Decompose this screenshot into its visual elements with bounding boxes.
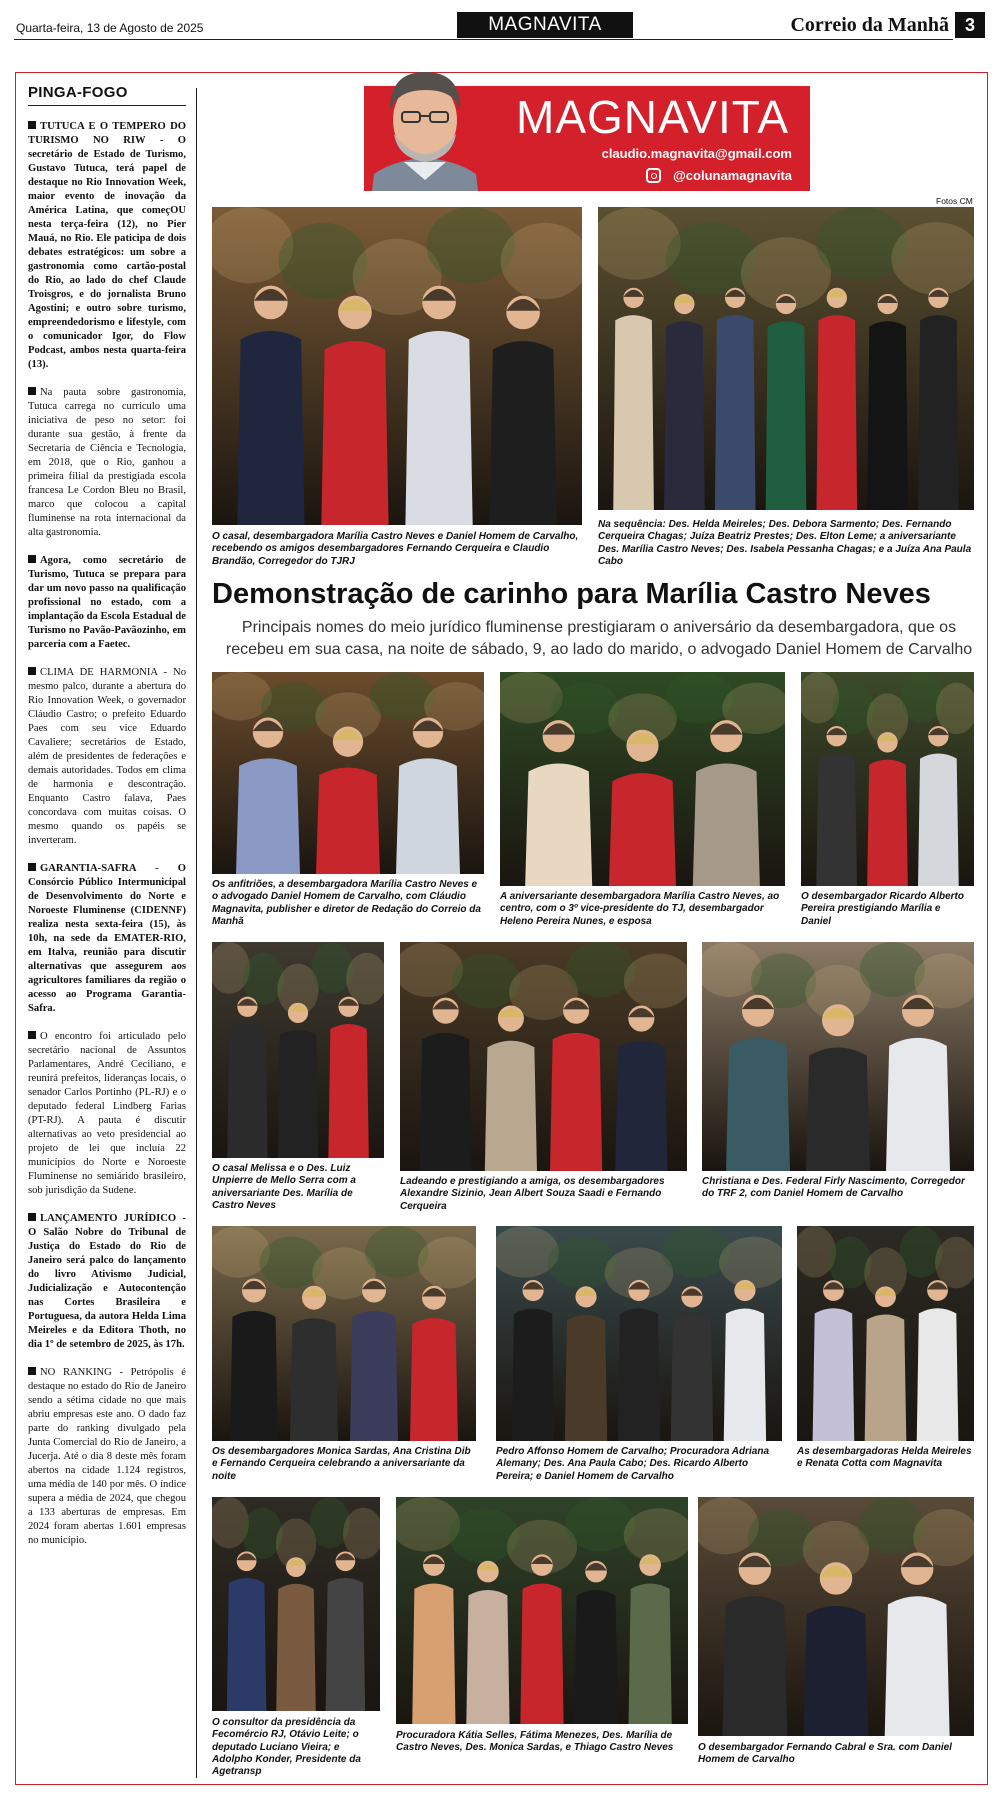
photo-caption: A aniversariante desembargadora Marília Castro Neves, ao centro, com o 3º vice-presidente do TJ, desembargador Heleno Pereira Nunes, e esposa [500,891,780,927]
page-number: 3 [955,12,985,38]
photo-caption: Pedro Affonso Homem de Carvalho; Procuradora Adriana Alemany; Des. Ana Paula Cabo; Des. Ricardo Alberto Pereira; e Daniel Homem de Carvalho [496,1446,770,1482]
section-tag: MAGNAVITA [457,12,633,38]
issue-date: Quarta-feira, 13 de Agosto de 2025 [16,21,204,35]
pinga-fogo-sidebar [28,84,186,1779]
photo-caption: O consultor da presidência da Fecomércio RJ, Otávio Leite; o deputado Luciano Vieira; e Adolpho Konder, Presidente da Agetransp [212,1717,361,1778]
event-photo [496,1226,782,1441]
bullet-square-icon [28,121,36,129]
bullet-square-icon [28,667,36,675]
sidebar-note: NO RANKING - Petrópolis é destaque no estado do Rio de Janeiro sendo a sétima cidade no que mais abriu empresas este ano. O dado faz parte do ranking divulgado pela Junta Comercial do Rio de Janeiro, a Jucerja. Até o dia 8 deste mês foram abertos na cidade 1.124 registros, uma média de 140 por mês. O índice supera a média de 2024, que chegou a 133 aberturas de empresas. Em 2024 foram abertas 1.601 empresas no município. [28,1367,186,1546]
photo-caption: O desembargador Ricardo Alberto Pereira prestigiando Marília e Daniel [801,891,964,927]
bullet-square-icon [28,1367,36,1375]
sidebar-note: Agora, como secretário de Turismo, Tutuca se prepara para dar um novo passo na qualificação profissional no estado, com a implantação da Escola Estadual de Turismo no Pavão-Pavãozinho, em parceria com a Faetec. [28,555,186,650]
event-photo [212,942,384,1158]
bullet-square-icon [28,863,36,871]
column-email: claudio.magnavita@gmail.com [601,146,792,161]
photo-caption: As desembargadoras Helda Meireles e Renata Cotta com Magnavita [797,1446,972,1470]
bullet-square-icon [28,1031,36,1039]
sidebar-note: O encontro foi articulado pelo secretário nacional de Assuntos Parlamentares, André Ceciliano, e reunirá prefeitos, lideranças locais, o senador Carlos Portinho (PL-RJ) e o deputado federal Lindberg Farias (PT-RJ). A pauta é discutir alternativas ao veto presidencial ao projeto de lei que incluía 22 municípios do Norte e Noroeste Fluminense no semiárido brasileiro, sob jurisdição da Sudene. [28,1031,186,1196]
photo-credit: Fotos CM [936,196,973,206]
columnist-portrait [364,62,486,191]
event-photo [212,1226,476,1441]
event-photo [702,942,974,1171]
main-headline: Demonstração de carinho para Marília Castro Neves [212,578,931,610]
sidebar-title: PINGA-FOGO [28,84,186,106]
bullet-square-icon [28,555,36,563]
photo-caption: Na sequência: Des. Helda Meireles; Des. Debora Sarmento; Des. Fernando Cerqueira Chagas; Juíza Beatriz Prestes; Des. Elton Leme; a aniversariante Des. Marília Castro Neves; Des. Isabela Pessanha Chagas; e a Juíza Ana Paula Cabo [598,519,972,567]
photo-caption: O casal, desembargadora Marília Castro Neves e Daniel Homem de Carvalho, recebendo os amigos desembargadores Fernando Cerqueira e Claudio Brandão, Corregedor do TJRJ [212,531,579,567]
page-header [14,12,989,42]
bullet-square-icon [28,1213,36,1221]
event-photo [797,1226,974,1441]
column-banner [364,86,810,191]
photo-caption: Procuradora Kátia Selles, Fátima Menezes, Des. Marília de Castro Neves, Des. Monica Sardas, e Thiago Castro Neves [396,1730,674,1754]
column-name: MAGNAVITA [516,91,790,143]
sidebar-note: Na pauta sobre gastronomia, Tutuca carrega no currículo uma iniciativa de peso no setor: foi durante sua gestão, à frente da Secretaria de Ciência e Tecnologia, em 2018, que o Rio, ganhou a primeira filial da prestigiada escola francesa Le Cordon Bleu no Brasil, marco que colocou a capital fluminense na rota internacional da alta gastronomia. [28,387,186,538]
photo-caption: Christiana e Des. Federal Firly Nascimento, Corregedor do TRF 2, com Daniel Homem de Carvalho [702,1176,965,1200]
event-photo [698,1497,974,1736]
event-photo [212,1497,380,1711]
event-photo [598,207,974,510]
sidebar-note: LANÇAMENTO JURÍDICO - O Salão Nobre do Tribunal de Justiça do Estado do Rio de Janeiro será palco do lançamento do livro Ativismo Judicial, Judicialização e Autocontenção nas Cortes Brasileira e Portuguesa, da autora Helda Lima Meireles e da Editora Thoth, no dia 1º de setembro de 2025, às 17h. [28,1213,186,1350]
bullet-square-icon [28,387,36,395]
photo-caption: Os anfitriões, a desembargadora Marília Castro Neves e o advogado Daniel Homem de Carvalho, com Cláudio Magnavita, publisher e diretor de Redação do Correio da Manhã [212,879,481,927]
subheadline: Principais nomes do meio jurídico fluminense prestigiaram o aniversário da desembargadora, que os recebeu em sua casa, na noite de sábado, 9, ao lado do marido, o advogado Daniel Homem de Carvalho [225,619,973,658]
event-photo [400,942,687,1171]
event-photo [396,1497,688,1724]
photo-caption: Os desembargadores Monica Sardas, Ana Cristina Dib e Fernando Cerqueira celebrando a aniversariante da noite [212,1446,471,1482]
event-photo [801,672,974,886]
event-photo [212,207,582,525]
photo-caption: Ladeando e prestigiando a amiga, os desembargadores Alexandre Sizinio, Jean Albert Souza Saadi e Fernando Cerqueira [400,1176,665,1212]
newspaper-name: Correio da Manhã [790,14,949,36]
photo-caption: O casal Melissa e o Des. Luiz Unpierre de Mello Serra com a aniversariante Des. Marília de Castro Neves [212,1163,356,1211]
sidebar-note: GARANTIA-SAFRA - O Consórcio Público Intermunicipal de Desenvolvimento do Norte e Noroeste Fluminense (CIDENNF) realiza nesta sexta-feira (15), às 10h, na sede da EMATER-RIO, em Italva, reunião para discutir alternativas que assegurem aos agricultores familiares da região o acesso ao Programa Garantia-Safra. [28,863,186,1014]
sidebar-note: CLIMA DE HARMONIA - No mesmo palco, durante a abertura do Rio Innovation Week, o governador Cláudio Castro; o prefeito Eduardo Paes com seu vice Eduardo Cavaliere; secretários de Estado, além de presidentes de federações e demais autoridades. Todos em clima de harmonia e descontração. Enquanto Castro falava, Paes concordava com muitas coisas. O mesmo quando os papéis se inverteram. [28,667,186,846]
instagram-icon [646,168,661,183]
column-instagram: @colunamagnavita [646,168,792,183]
header-rule [14,39,953,40]
sidebar-divider [196,88,197,1778]
sidebar-note: TUTUCA E O TEMPERO DO TURISMO NO RIW - O secretário de Estado de Turismo, Gustavo Tutuca, terá papel de destaque no Rio Innovation Week, maior evento de inovação da América Latina, que começOU nesta terça-feira (12), no Pier Mauá, no Rio. Ele paticipa de dois debates estratégicos: um sobre a gastronomia como cartão-postal do Rio, ao lado do chef Claude Troisgros, e do jornalista Bruno Agostini; e outro sobre turismo, empreendedorismo e lifestyle, com o comunicador Igor, do Flow Podcast, ambos nesta quarta-feira (13). [28,121,186,370]
event-photo [212,672,484,874]
photo-caption: O desembargador Fernando Cabral e Sra. com Daniel Homem de Carvalho [698,1742,952,1766]
event-photo [500,672,785,886]
